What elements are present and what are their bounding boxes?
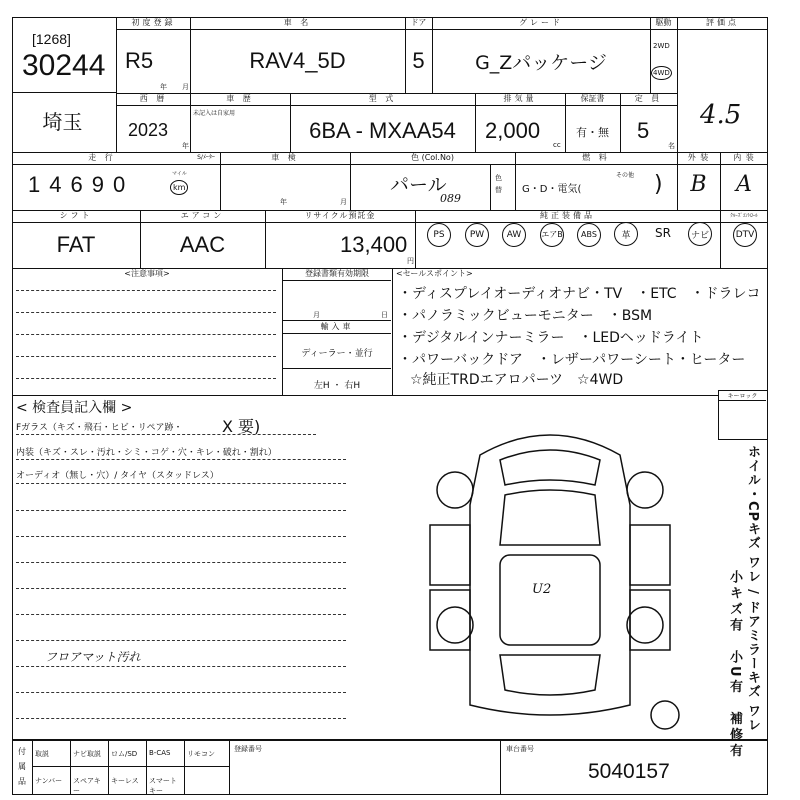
capacity-label: 定 員: [620, 93, 677, 106]
doors-label: ドア: [405, 17, 432, 30]
inspection-year: 年: [280, 198, 287, 206]
year-value: 2023: [128, 120, 169, 140]
sales-point-line: ・パワーバックドア ・レザーパワーシート・ヒーター: [398, 352, 746, 368]
car-body-outline: [470, 435, 630, 715]
equipment-ps: PS: [427, 223, 451, 247]
cruise-label: ｸﾙｰｽﾞｺﾝﾄﾛｰﾙ: [720, 210, 768, 223]
inspection-label: 車 検: [220, 152, 350, 165]
displacement-value: 2,000: [485, 118, 541, 143]
equipment-dtv: DTV: [733, 223, 757, 247]
history-label: 車 歴: [190, 93, 290, 106]
warranty-value: 有・無: [576, 126, 609, 139]
right-rear-wheel: [627, 607, 663, 643]
capacity-unit: 名: [668, 142, 675, 150]
grade-value: G_Zパッケージ: [475, 52, 607, 74]
displacement-label: 排気量: [475, 93, 565, 106]
aircon-label: エアコン: [140, 210, 265, 223]
interior-grade: A: [736, 172, 752, 197]
year-unit: 年: [160, 83, 167, 91]
glass-mark: X 要): [222, 417, 261, 436]
notes-label: <注意事項>: [124, 269, 170, 278]
remark-legend: 小キズ有 小U有 補修有: [727, 570, 742, 760]
accessory-bcas: B-CAS: [146, 740, 184, 767]
reg-month: 月: [313, 311, 320, 319]
month-unit: 月: [182, 83, 189, 91]
drive-label: 駆動: [650, 17, 677, 30]
equipment-label: 純正装備品: [415, 210, 720, 223]
mileage-digit: 4: [49, 172, 62, 197]
mileage-digit: 1: [28, 172, 41, 197]
history-note: 未記入は自家用: [193, 110, 236, 117]
fuel-label: 燃 料: [515, 152, 677, 165]
inspector-line-interior: 内装（キズ・スレ・汚れ・シミ・コゲ・穴・キレ・破れ・割れ）: [16, 448, 277, 458]
drive-2wd: 2WD: [653, 42, 670, 50]
equipment-navi: ナビ: [688, 222, 712, 246]
accessory-rom-sd: ロム/SD: [108, 740, 146, 767]
car-name-label: 車 名: [190, 17, 405, 30]
right-front-wheel: [627, 472, 663, 508]
sales-point-line: ・ディスプレイオーディオナビ・TV ・ETC ・ドラレコ: [398, 286, 761, 302]
left-rear-wheel: [437, 607, 473, 643]
accessories-grid: [32, 740, 230, 795]
km-unit-circled: km: [170, 180, 188, 195]
doors-value: 5: [412, 48, 425, 73]
import-value: ディーラー・並行: [301, 349, 373, 359]
car-damage-diagram: [420, 415, 680, 735]
recycle-label: リサイクル預託金: [265, 210, 415, 223]
lot-sub: [1268]: [32, 31, 71, 47]
fuel-value: G・D・電気(: [522, 184, 582, 195]
key-lock-box: [718, 390, 768, 440]
model-label: 型 式: [290, 93, 475, 106]
inspector-line-glass: Fガラス（キズ・飛石・ヒビ・リペア跡・: [16, 423, 183, 433]
sales-point-line: ☆純正TRDエアロパーツ ☆4WD: [410, 372, 624, 388]
color-label: 色 (Col.No): [350, 152, 515, 165]
reg-number-label: 登録番号: [234, 745, 262, 753]
car-name-value: RAV4_5D: [249, 48, 346, 73]
inspector-label: < 検査員記入欄 >: [16, 400, 133, 416]
yen-unit: 円: [407, 257, 414, 265]
remark-wheel-mirror: ホイル・CPキズ ワレ / ドアミラーキズ ワレ: [745, 445, 760, 732]
exterior-grade: B: [690, 172, 707, 197]
accessory-plate: ナンバー: [32, 767, 70, 795]
handwritten-note: フロアマット汚れ: [45, 650, 141, 664]
rear-window: [500, 655, 600, 695]
roof: [500, 555, 600, 645]
mile-unit: マイル: [172, 171, 187, 177]
color-change-label: 色替: [495, 174, 502, 194]
accessory-spare-key: スペアキー: [70, 767, 108, 795]
reg-docs-box: [282, 268, 393, 395]
shift-label: シフト: [12, 210, 140, 223]
import-label: 輸入車: [283, 320, 391, 334]
accessories-label: 付属品: [18, 747, 26, 786]
capacity-value: 5: [637, 118, 650, 143]
meter-label: S/ﾒｰﾀｰ: [192, 152, 220, 165]
year-unit2: 年: [182, 142, 189, 150]
year-label: 西 暦: [117, 93, 190, 106]
cc-unit: cc: [553, 141, 561, 149]
right-front-door: [630, 525, 670, 585]
grade-label: グレード: [432, 17, 650, 30]
region-value: 埼玉: [42, 110, 83, 134]
recycle-value: 13,400: [340, 232, 408, 257]
interior-label: 内 装: [720, 152, 768, 165]
lot-cell: [12, 17, 117, 93]
mileage-digit: 9: [91, 172, 104, 197]
left-front-wheel: [437, 472, 473, 508]
sales-points-label: <セールスポイント>: [396, 269, 473, 278]
accessory-smart-key: スマートキー: [146, 767, 184, 795]
first-reg-value: R5: [125, 48, 154, 73]
fuel-other-label: その他: [616, 172, 635, 179]
inspection-month: 月: [340, 198, 347, 206]
accessory-navi-manual: ナビ取説: [70, 740, 108, 767]
equipment-aw: AW: [502, 223, 526, 247]
warranty-label: 保証書: [565, 93, 620, 106]
mileage-digits: [28, 172, 125, 198]
equipment-leather: 革: [614, 222, 638, 246]
mileage-digit: 0: [113, 172, 126, 197]
key-lock-label: キーロック: [719, 391, 766, 401]
handle-value: 左H ・ 右H: [313, 381, 361, 391]
sales-point-line: ・パノラミックビューモニター ・BSM: [398, 308, 653, 324]
accessory-remote: リモコン: [184, 740, 230, 767]
equipment-sunroof: SR: [655, 226, 671, 240]
drive-4wd-circled: 4WD: [651, 66, 672, 80]
mileage-digit: 6: [70, 172, 83, 197]
first-reg-label: 初度登録: [117, 17, 190, 30]
inspector-line-audio: オーディオ（無し・穴）/ タイヤ（スタッドレス）: [16, 471, 219, 481]
chassis-label: 車台番号: [506, 745, 534, 753]
reg-docs-label: 登録書類有効期限: [283, 268, 391, 281]
accessory-manual: 取説: [32, 740, 70, 767]
score-label: 評価点: [677, 17, 768, 30]
mileage-label: 走 行: [12, 152, 192, 165]
color-code: 089: [440, 192, 461, 205]
lot-number: 30244: [22, 49, 106, 82]
accessory-blank: [184, 767, 230, 795]
exterior-label: 外 装: [677, 152, 720, 165]
equipment-abs: ABS: [577, 223, 601, 247]
shift-value: FAT: [56, 232, 96, 257]
reg-day: 日: [381, 311, 388, 319]
windshield: [500, 490, 600, 545]
score-value: 4.5: [700, 100, 742, 130]
color-value: パール: [390, 174, 447, 196]
sales-point-line: ・デジタルインナーミラー ・LEDヘッドライト: [398, 330, 704, 346]
fuel-close-paren: ): [654, 172, 663, 197]
chassis-number: 5040157: [588, 760, 670, 783]
hood: [500, 450, 600, 485]
left-front-door: [430, 525, 470, 585]
accessory-keyless: キーレス: [108, 767, 146, 795]
spare-tire: [651, 701, 679, 729]
equipment-airbag: エアB: [540, 223, 564, 247]
diagram-mark: U2: [532, 582, 552, 597]
aircon-value: AAC: [179, 232, 226, 257]
model-value: 6BA - MXAA54: [309, 118, 456, 143]
equipment-pw: PW: [465, 223, 489, 247]
